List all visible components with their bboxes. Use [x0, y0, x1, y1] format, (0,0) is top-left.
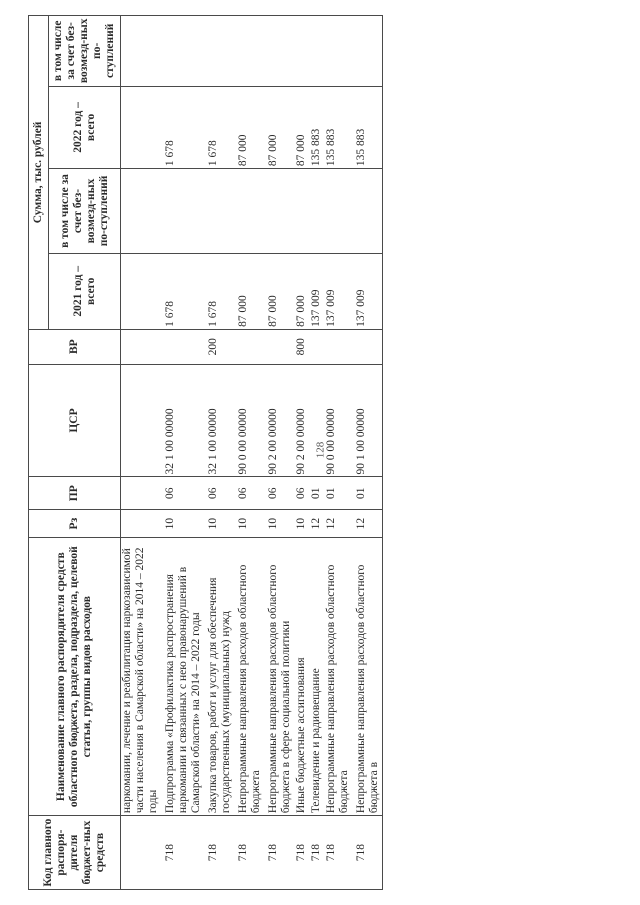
cell-vr: [309, 329, 324, 364]
cell-code: 718: [234, 816, 264, 890]
table-row: [121, 16, 162, 890]
cell-2022-total: 135 883: [352, 86, 383, 169]
cell-vr: [121, 329, 162, 364]
header-2022-total: 2022 год – всего: [49, 86, 121, 169]
table-row: [324, 16, 352, 890]
cell-2021-free: [309, 169, 324, 254]
cell-2022-free: [324, 16, 352, 87]
header-rz: Рз: [29, 510, 121, 538]
cell-2021-free: [234, 169, 264, 254]
cell-csr: 90 2 00 00000: [294, 364, 309, 477]
cell-code: 718: [161, 816, 204, 890]
cell-pr: 01: [324, 477, 352, 510]
cell-code: 718: [324, 816, 352, 890]
cell-2021-total: 1 678: [204, 253, 234, 329]
cell-2021-total: [121, 253, 162, 329]
header-2021-free: в том числе за счет без-возмезд-ных по-ступлений: [49, 169, 121, 254]
cell-vr: [324, 329, 352, 364]
cell-csr: 90 0 00 00000: [324, 364, 352, 477]
cell-name: наркомании, лечение и реабилитация наркозависимой части населения в Самарской области» на 2014 – 2022 годы: [121, 538, 162, 816]
cell-pr: [121, 477, 162, 510]
cell-pr: 06: [204, 477, 234, 510]
cell-rz: [121, 510, 162, 538]
cell-pr: 01: [309, 477, 324, 510]
cell-name: Непрограммные направления расходов областного бюджета в сфере социальной политики: [264, 538, 294, 816]
cell-2022-total: 87 000: [294, 86, 309, 169]
cell-vr: [234, 329, 264, 364]
table-row: [204, 16, 234, 890]
header-sum-group: Сумма, тыс. рублей: [29, 16, 49, 330]
header-vr: ВР: [29, 329, 121, 364]
cell-2021-free: [121, 169, 162, 254]
cell-2022-free: [161, 16, 204, 87]
cell-2022-total: 1 678: [161, 86, 204, 169]
cell-2021-free: [264, 169, 294, 254]
cell-2022-free: [264, 16, 294, 87]
header-name: Наименование главного распорядителя средств областного бюджета, раздела, подраздела, целевой статьи, группы видов расходов: [29, 538, 121, 816]
rotated-page: [28, 15, 588, 890]
table-row: [264, 16, 294, 890]
table-row: [234, 16, 264, 890]
cell-name: Иные бюджетные ассигнования: [294, 538, 309, 816]
table-header: [29, 16, 121, 890]
cell-2021-free: [161, 169, 204, 254]
page-number: 128: [314, 441, 327, 459]
cell-name: Подпрограмма «Профилактика распространения наркомании и связанных с нею правонарушений в Самарской области» на 2014 – 2022 годы: [161, 538, 204, 816]
cell-name: Закупка товаров, работ и услуг для обеспечения государственных (муниципальных) нужд: [204, 538, 234, 816]
cell-rz: 10: [161, 510, 204, 538]
cell-2021-free: [352, 169, 383, 254]
cell-vr: 800: [294, 329, 309, 364]
cell-vr: [264, 329, 294, 364]
cell-rz: 12: [309, 510, 324, 538]
cell-code: 718: [264, 816, 294, 890]
cell-2022-total: 1 678: [204, 86, 234, 169]
cell-vr: 200: [204, 329, 234, 364]
cell-2021-total: 87 000: [234, 253, 264, 329]
cell-2022-total: 135 883: [324, 86, 352, 169]
header-code: Код главного распоря-дителя бюджет-ных средств: [29, 816, 121, 890]
cell-2022-total: 87 000: [234, 86, 264, 169]
cell-2021-free: [324, 169, 352, 254]
cell-code: 718: [204, 816, 234, 890]
cell-2021-total: 1 678: [161, 253, 204, 329]
cell-code: [121, 816, 162, 890]
cell-2022-free: [204, 16, 234, 87]
cell-csr: [309, 364, 327, 477]
cell-2021-total: 137 009: [324, 253, 352, 329]
header-pr: ПР: [29, 477, 121, 510]
cell-2022-total: [121, 86, 162, 169]
table-row: [161, 16, 204, 890]
cell-2022-free: [121, 16, 162, 87]
cell-csr: 90 2 00 00000: [264, 364, 294, 477]
cell-rz: 12: [324, 510, 352, 538]
table-row: [309, 16, 324, 890]
cell-csr: 90 0 00 00000: [234, 364, 264, 477]
cell-vr: [352, 329, 383, 364]
cell-name: Непрограммные направления расходов областного бюджета: [234, 538, 264, 816]
budget-table: [28, 15, 383, 890]
header-csr: ЦСР: [29, 364, 121, 477]
cell-2021-free: [294, 169, 309, 254]
cell-pr: 06: [161, 477, 204, 510]
cell-pr: 06: [294, 477, 309, 510]
header-2021-total: 2021 год – всего: [49, 253, 121, 329]
cell-vr: [161, 329, 204, 364]
cell-2021-total: 87 000: [294, 253, 309, 329]
cell-name: Телевидение и радиовещание: [309, 538, 324, 816]
cell-2022-free: [234, 16, 264, 87]
cell-csr: 90 1 00 00000: [352, 364, 383, 477]
cell-csr: [121, 364, 162, 477]
cell-rz: 10: [204, 510, 234, 538]
cell-name: Непрограммные направления расходов областного бюджета: [324, 538, 352, 816]
header-2022-free: в том числе за счет без-возмезд-ных по-ступлений: [49, 16, 121, 87]
cell-code: 718: [294, 816, 309, 890]
table-row: [294, 16, 309, 890]
cell-code: 718: [352, 816, 383, 890]
cell-pr: 06: [234, 477, 264, 510]
cell-code: 718: [309, 816, 324, 890]
cell-2021-total: 137 009: [309, 253, 324, 329]
cell-pr: 01: [352, 477, 383, 510]
table-row: [352, 16, 383, 890]
cell-2022-free: [294, 16, 309, 87]
cell-2021-total: 87 000: [264, 253, 294, 329]
cell-name: Непрограммные направления расходов областного бюджета в: [352, 538, 383, 816]
cell-rz: 10: [294, 510, 309, 538]
cell-2021-total: 137 009: [352, 253, 383, 329]
cell-2022-free: [352, 16, 383, 87]
cell-pr: 06: [264, 477, 294, 510]
cell-2022-free: [309, 16, 324, 87]
cell-rz: 10: [234, 510, 264, 538]
cell-2022-total: 135 883: [309, 86, 324, 169]
cell-rz: 10: [264, 510, 294, 538]
cell-2022-total: 87 000: [264, 86, 294, 169]
cell-csr: 32 1 00 00000: [204, 364, 234, 477]
cell-csr: 32 1 00 00000: [161, 364, 204, 477]
cell-rz: 12: [352, 510, 383, 538]
cell-2021-free: [204, 169, 234, 254]
